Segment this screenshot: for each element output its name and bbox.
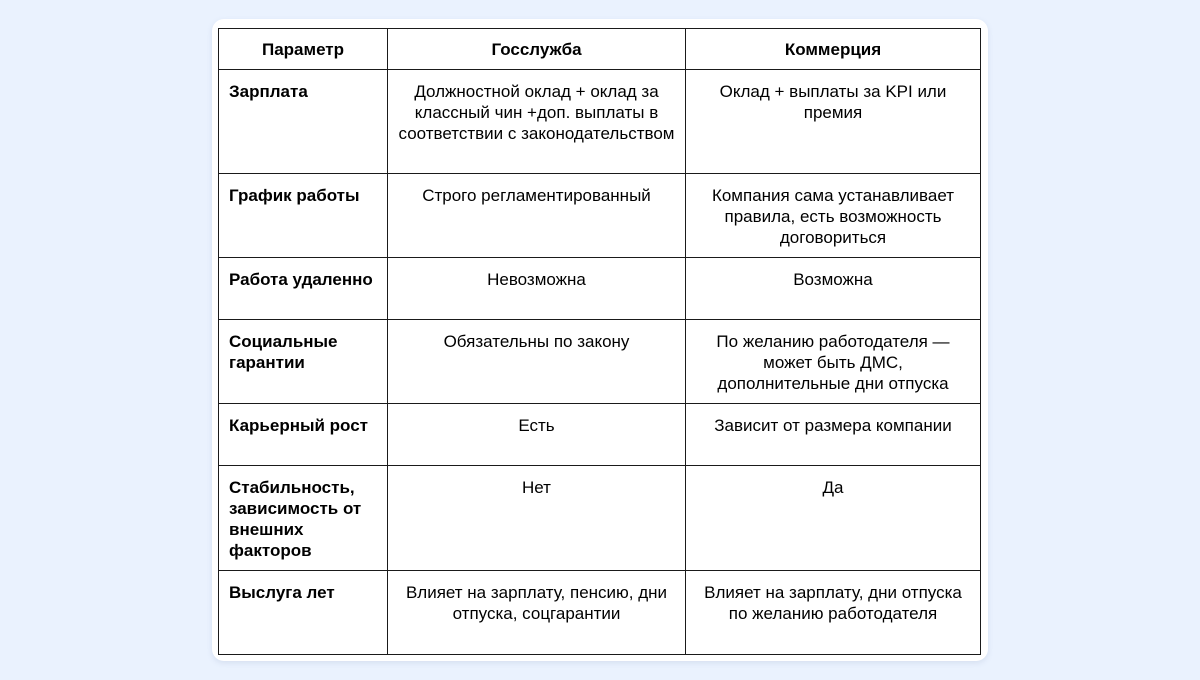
header-gov-service: Госслужба — [388, 29, 686, 70]
row-parameter: Социальные гарантии — [219, 320, 388, 404]
row-parameter: Карьерный рост — [219, 404, 388, 466]
row-commercial-value: Компания сама устанавливает правила, есть возможность договориться — [686, 174, 981, 258]
row-parameter: Работа удаленно — [219, 258, 388, 320]
table-row — [219, 466, 981, 571]
row-gov-value: Должностной оклад + оклад за классный чин +доп. выплаты в соответствии с законодательством — [388, 70, 686, 174]
table-row — [219, 70, 981, 174]
row-gov-value: Влияет на зарплату, пенсию, дни отпуска, соцгарантии — [388, 571, 686, 655]
row-parameter: Стабильность, зависимость от внешних факторов — [219, 466, 388, 571]
comparison-table — [218, 28, 981, 655]
table-header-row — [219, 29, 981, 70]
row-gov-value: Строго регламентированный — [388, 174, 686, 258]
table-row — [219, 320, 981, 404]
row-parameter: Зарплата — [219, 70, 388, 174]
row-gov-value: Нет — [388, 466, 686, 571]
row-gov-value: Обязательны по закону — [388, 320, 686, 404]
row-parameter: Выслуга лет — [219, 571, 388, 655]
row-commercial-value: Да — [686, 466, 981, 571]
table-row — [219, 258, 981, 320]
header-parameter: Параметр — [219, 29, 388, 70]
row-gov-value: Невозможна — [388, 258, 686, 320]
row-gov-value: Есть — [388, 404, 686, 466]
row-parameter: График работы — [219, 174, 388, 258]
row-commercial-value: Оклад + выплаты за KPI или премия — [686, 70, 981, 174]
row-commercial-value: По желанию работодателя — может быть ДМС, дополнительные дни отпуска — [686, 320, 981, 404]
row-commercial-value: Влияет на зарплату, дни отпуска по желанию работодателя — [686, 571, 981, 655]
row-commercial-value: Возможна — [686, 258, 981, 320]
table-row — [219, 571, 981, 655]
row-commercial-value: Зависит от размера компании — [686, 404, 981, 466]
table-row — [219, 174, 981, 258]
table-row — [219, 404, 981, 466]
header-commercial: Коммерция — [686, 29, 981, 70]
